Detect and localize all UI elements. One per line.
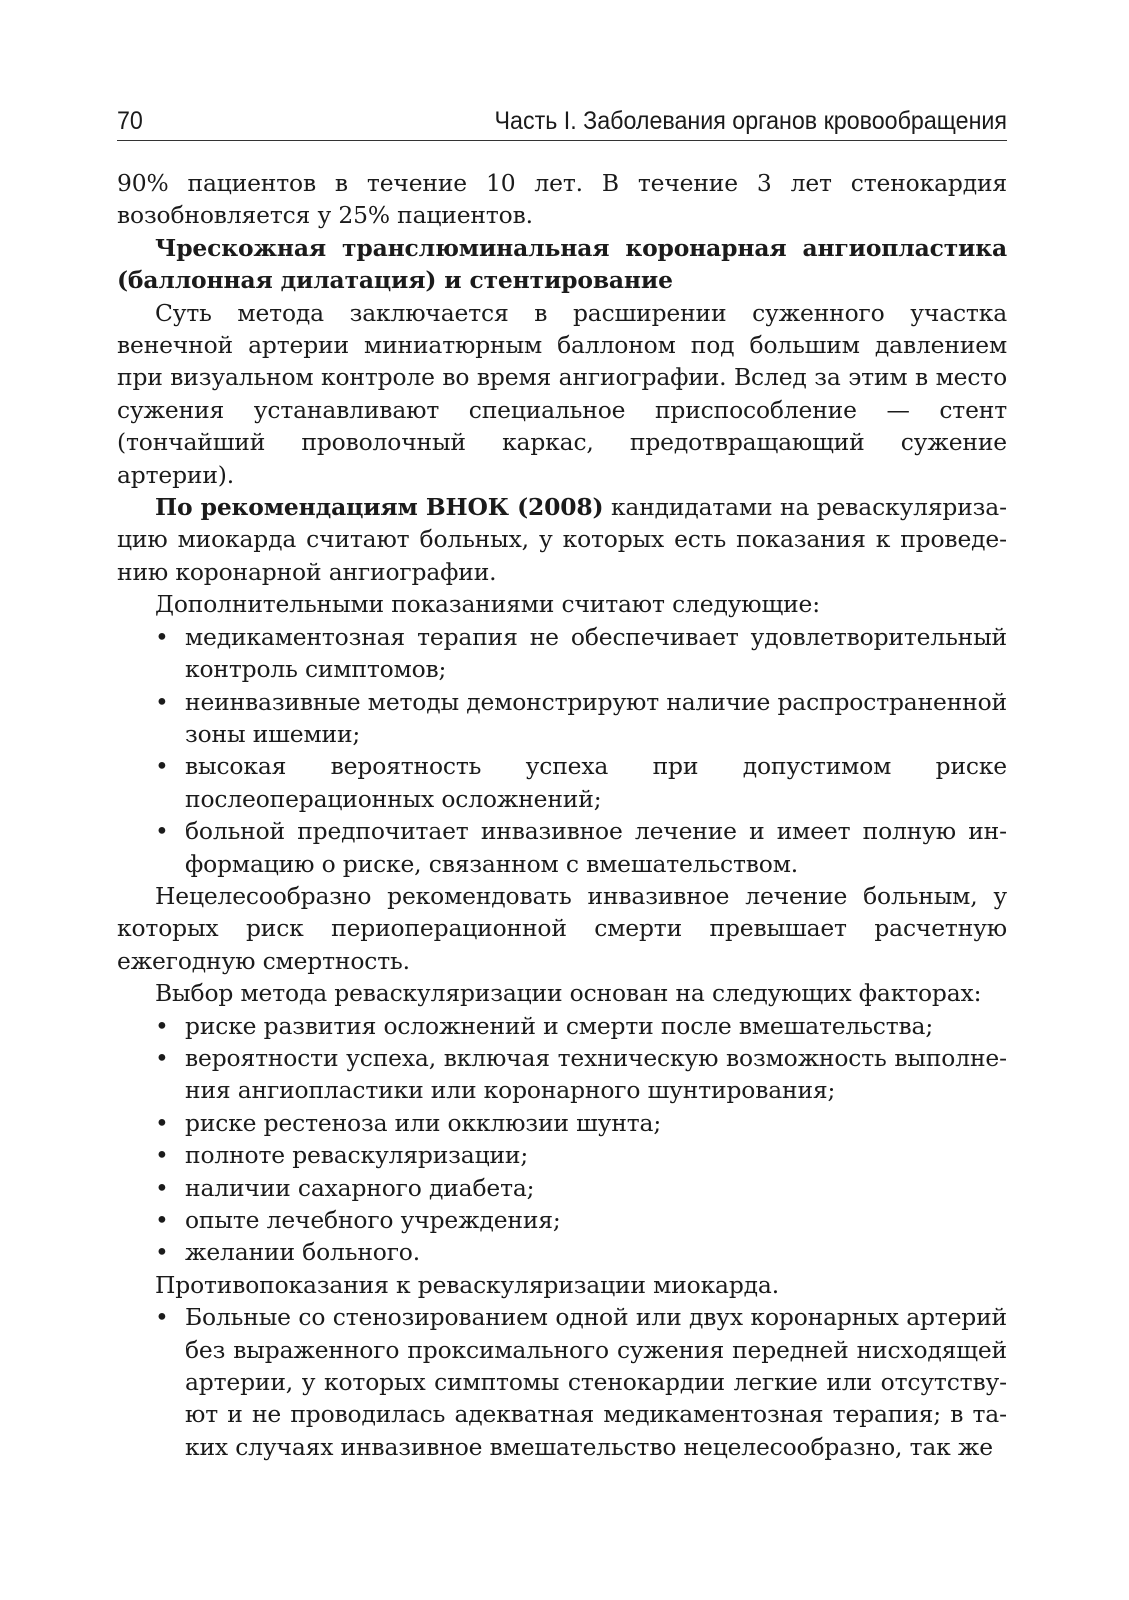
section-heading: Чрескожная транслюминальная коронарная ангиопластика (баллонная дилатация) и стентирование — [117, 233, 1007, 295]
inexpedient-paragraph: Нецелесообразно рекомендовать инвазивное лечение больным, у которых риск периоперационной смерти превышает расчетную ежегодную смертность. — [117, 881, 1007, 975]
choice-intro: Выбор метода реваскуляризации основан на следующих факторах: — [155, 979, 982, 1008]
bullet-icon: • — [155, 1011, 169, 1040]
bullet-icon: • — [155, 1303, 169, 1332]
bullet-icon: • — [155, 1206, 169, 1234]
bullet-icon: • — [155, 622, 169, 651]
list-item-text: Больные со стенозированием одной или двух коронарных артерий без выраженного проксимального сужения передней нисходящей артерии, у которых симптомы стенокардии легкие или отсутствуют и не проводилась адекватная медикаментозная терапия; в таких случаях инвазивное вмешательство нецелесообразно, так же — [185, 1303, 1007, 1461]
list-item — [117, 1107, 1007, 1139]
list-item-text: высокая вероятность успеха при допустимом риске послеоперационных осложнений; — [185, 752, 1007, 813]
choice-factors-list — [117, 1010, 1007, 1269]
contraindications-list — [117, 1301, 1007, 1463]
list-item-text: риске развития осложнений и смерти после вмешательства; — [185, 1011, 934, 1040]
intro-paragraph: 90% пациентов в течение 10 лет. В течение 3 лет стенокардия возобновляется у 25% пациентов. — [117, 169, 1007, 230]
list-item-text: больной предпочитает инвазивное лечение и имеет полную информацию о риске, связанном с вмешательством. — [185, 817, 1007, 878]
list-item — [117, 1301, 1007, 1463]
additional-indications-intro: Дополнительными показаниями считают следующие: — [155, 590, 820, 619]
list-item — [117, 1204, 1007, 1236]
page-body — [117, 167, 1007, 1463]
list-item — [117, 1042, 1007, 1107]
list-item-text: опыте лечебного учреждения; — [185, 1206, 561, 1234]
list-item — [117, 621, 1007, 686]
list-item-text: риске рестеноза или окклюзии шунта; — [185, 1108, 662, 1137]
recommendation-lead: По рекомендациям ВНОК (2008) — [155, 493, 604, 522]
list-item-text: полноте реваскуляризации; — [185, 1141, 529, 1170]
contraindications-intro: Противопоказания к реваскуляризации миокарда. — [155, 1270, 779, 1299]
bullet-icon: • — [155, 1108, 169, 1137]
list-item-text: медикаментозная терапия не обеспечивает удовлетворительный контроль симптомов; — [185, 622, 1007, 684]
bullet-icon: • — [155, 1238, 169, 1267]
recommendation-paragraph — [117, 491, 1007, 588]
list-item — [117, 1236, 1007, 1268]
list-item — [117, 815, 1007, 880]
running-title: Часть I. Заболевания органов кровообращения — [494, 107, 1008, 135]
running-header — [117, 104, 1007, 141]
list-item — [117, 1010, 1007, 1042]
bullet-icon: • — [155, 687, 169, 716]
recommendation-text: кандидатами на реваскуляризацию миокарда считают больных, у которых есть показания к проведению коронарной ангиографии. — [117, 493, 1007, 586]
method-paragraph: Суть метода заключается в расширении суженного участка венечной артерии миниатюрным баллоном под большим давлением при визуальном контроле во время ангиографии. Вслед за этим в место сужения устанавливают специальное приспособление — стент (тончайший проволочный каркас, предотвращающий сужение артерии). — [117, 298, 1007, 489]
list-item — [117, 686, 1007, 751]
list-item-text: наличии сахарного диабета; — [185, 1173, 535, 1202]
list-item — [117, 1172, 1007, 1204]
bullet-icon: • — [155, 1173, 169, 1202]
book-page — [117, 104, 1007, 1463]
bullet-icon: • — [155, 1141, 169, 1170]
page-number: 70 — [117, 107, 143, 135]
list-item-text: неинвазивные методы демонстрируют наличие распространенной зоны ишемии; — [185, 687, 1007, 748]
list-item — [117, 1139, 1007, 1171]
list-item-text: вероятности успеха, включая техническую возможность выполнения ангиопластики или коронарного шунтирования; — [185, 1043, 1007, 1105]
additional-indications-list — [117, 621, 1007, 880]
list-item — [117, 750, 1007, 815]
bullet-icon: • — [155, 752, 169, 781]
bullet-icon: • — [155, 1043, 169, 1072]
bullet-icon: • — [155, 817, 169, 846]
list-item-text: желании больного. — [185, 1238, 421, 1267]
